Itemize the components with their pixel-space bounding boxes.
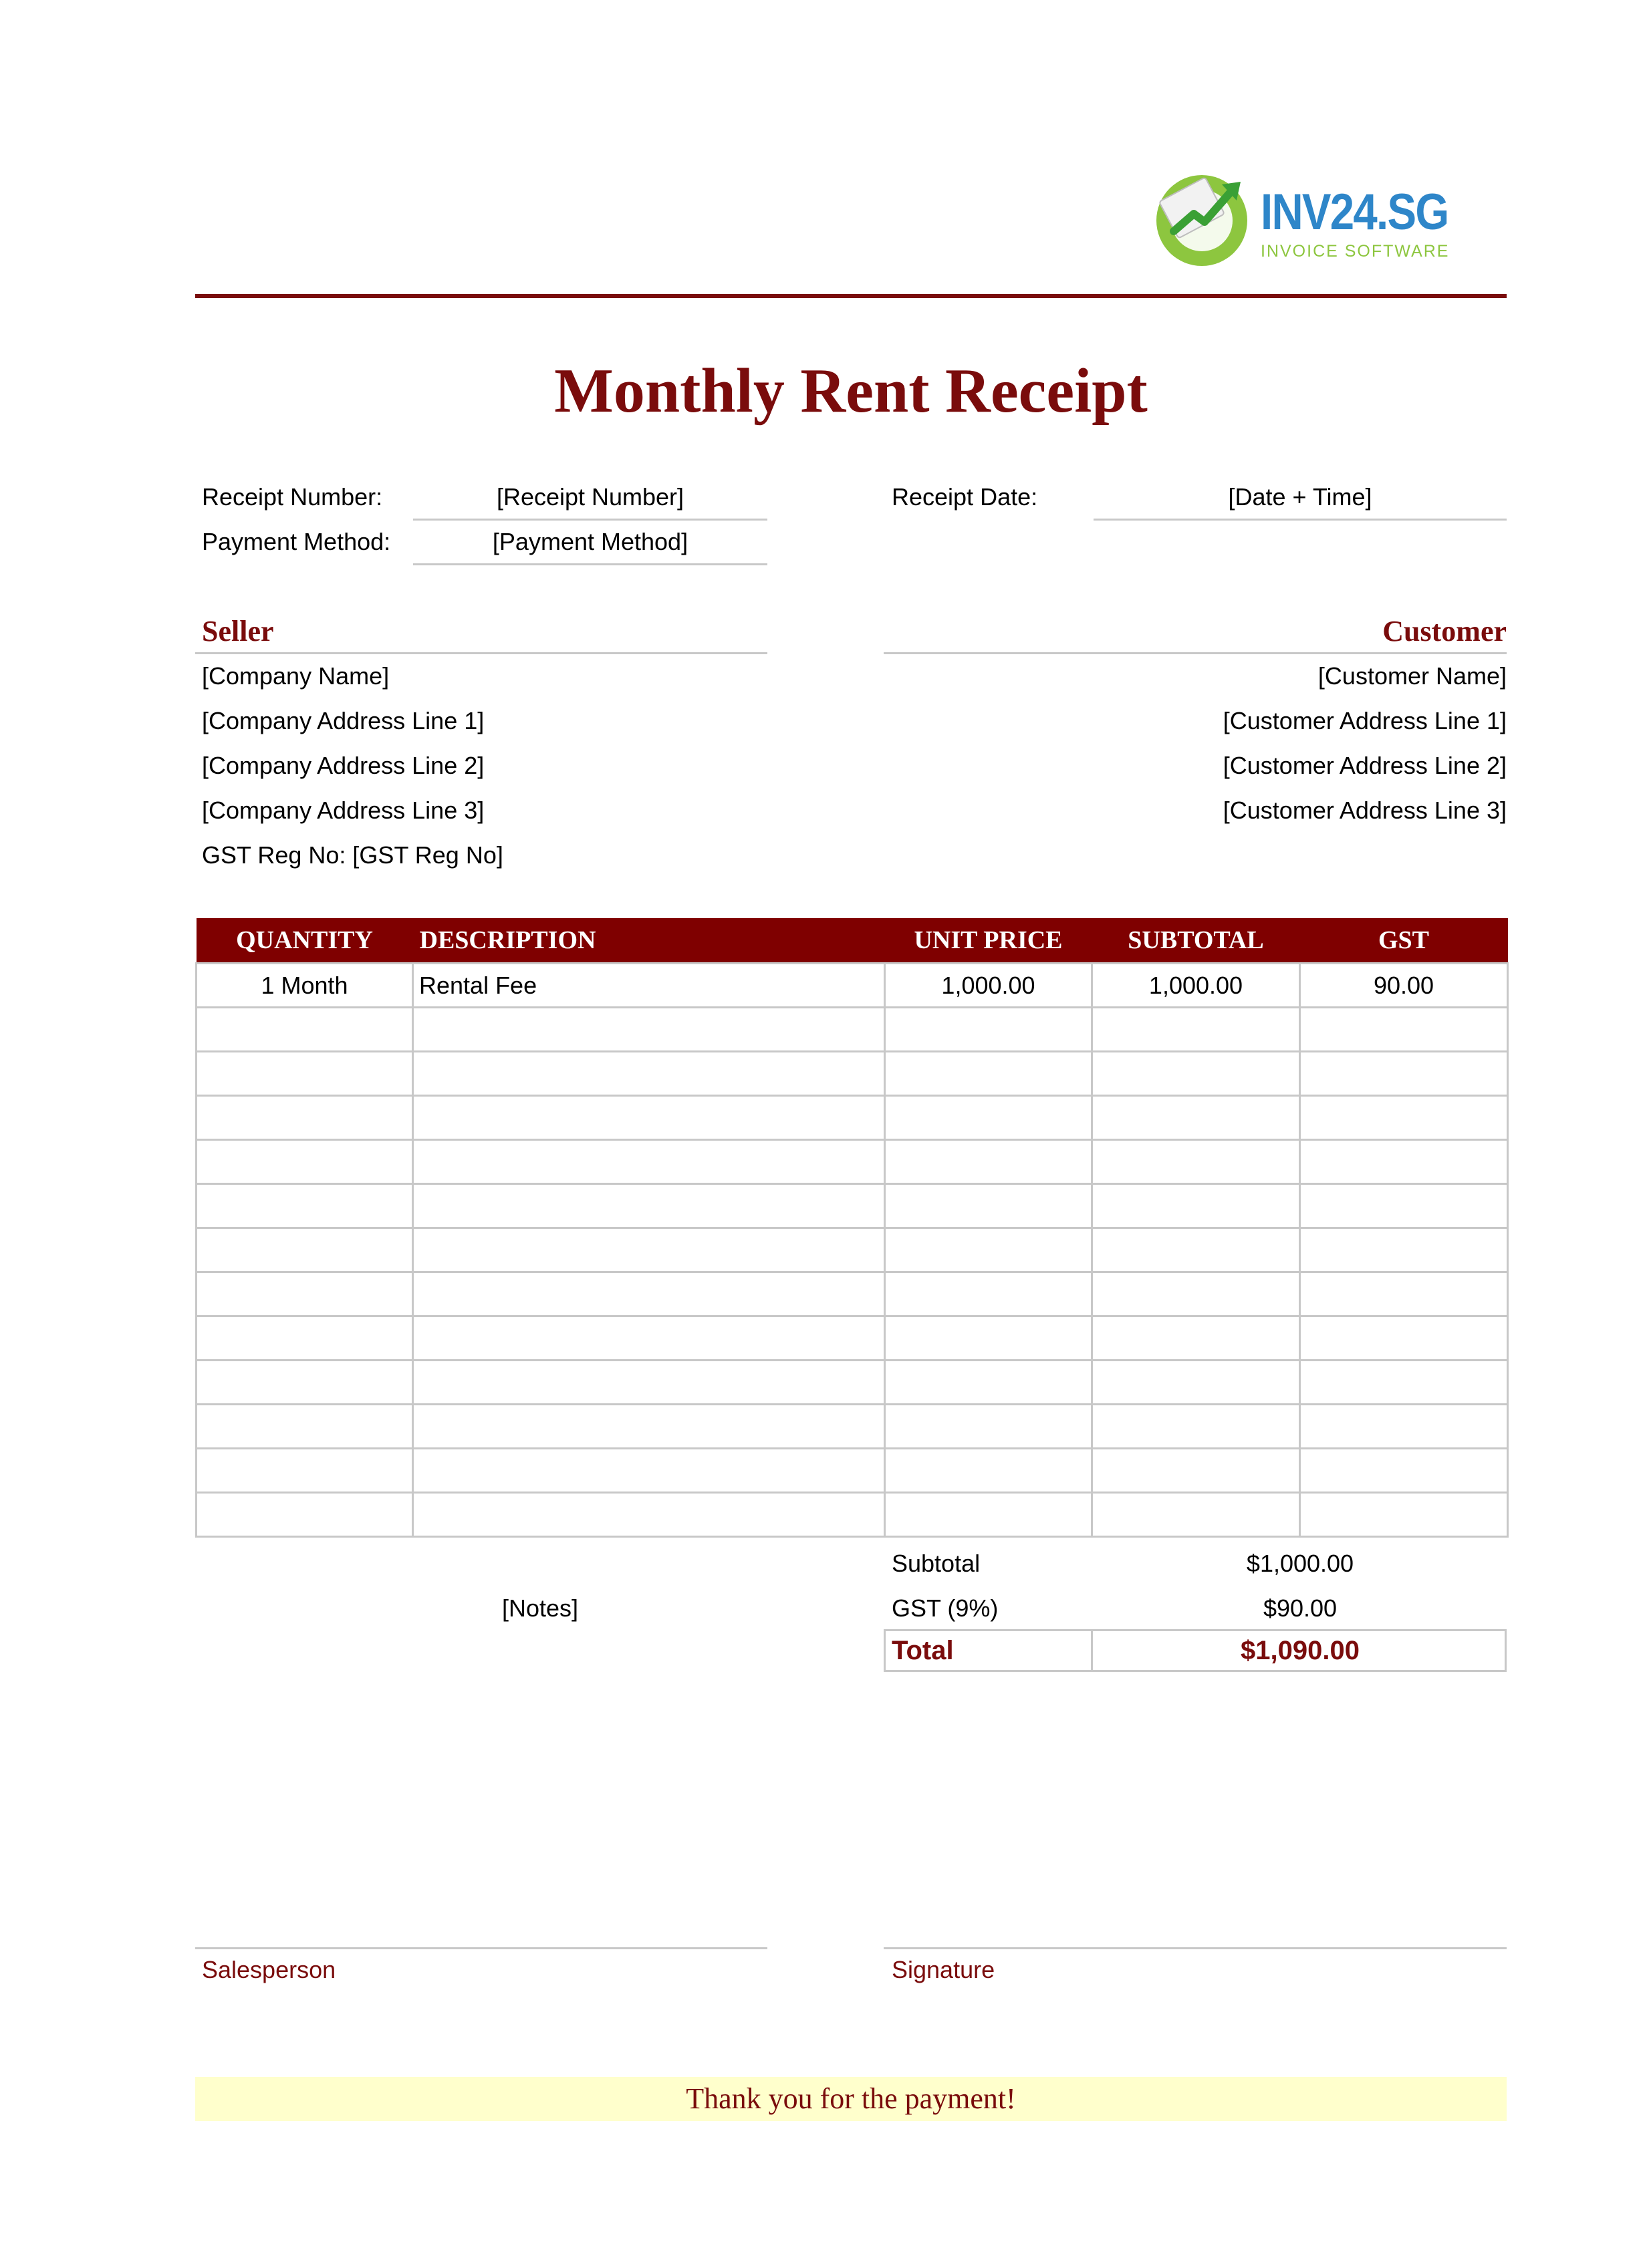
customer-heading: Customer	[1382, 615, 1507, 648]
seller-gst-reg: GST Reg No: [GST Reg No]	[202, 841, 503, 869]
table-row	[197, 1008, 1508, 1052]
logo-name: INV24.SG	[1261, 184, 1448, 241]
cell-description	[413, 1405, 885, 1449]
table-row	[197, 1096, 1508, 1140]
total-value: $1,090.00	[1241, 1636, 1360, 1665]
receipt-number-label: Receipt Number:	[202, 483, 383, 511]
cell-description	[413, 1140, 885, 1184]
table-row	[197, 1449, 1508, 1493]
cell-description	[413, 1493, 885, 1537]
cell-gst	[1300, 1228, 1508, 1272]
cell-unit-price	[885, 1405, 1092, 1449]
signature-label: Signature	[892, 1956, 995, 1983]
cell-subtotal	[1092, 1361, 1300, 1405]
cell-quantity	[197, 1405, 413, 1449]
cell-subtotal	[1092, 1008, 1300, 1052]
notes: [Notes]	[501, 1594, 579, 1622]
cell-description	[413, 1316, 885, 1361]
cell-quantity	[197, 1493, 413, 1537]
cell-unit-price	[885, 1316, 1092, 1361]
cell-description	[413, 1361, 885, 1405]
seller-divider	[195, 652, 767, 654]
signature-line	[884, 1947, 1507, 1949]
cell-subtotal	[1092, 1140, 1300, 1184]
gst-label: GST (9%)	[892, 1594, 999, 1622]
cell-unit-price	[885, 1361, 1092, 1405]
cell-gst	[1300, 1493, 1508, 1537]
cell-quantity	[197, 1228, 413, 1272]
logo-tagline: INVOICE SOFTWARE	[1261, 242, 1450, 261]
line-items-table	[195, 918, 1509, 1538]
table-row	[197, 1493, 1508, 1537]
total-box-divider	[1091, 1629, 1093, 1672]
col-header-subtotal: SUBTOTAL	[1092, 918, 1300, 964]
seller-address-line-2: [Company Address Line 2]	[202, 752, 485, 779]
cell-quantity: 1 Month	[197, 964, 413, 1008]
receipt-date-underline	[1094, 519, 1507, 521]
cell-subtotal	[1092, 1096, 1300, 1140]
customer-address-line-3: [Customer Address Line 3]	[1223, 797, 1507, 824]
seller-address-line-1: [Company Address Line 1]	[202, 707, 485, 734]
cell-unit-price: 1,000.00	[885, 964, 1092, 1008]
table-row	[197, 1272, 1508, 1316]
thank-you-banner: Thank you for the payment!	[195, 2077, 1507, 2121]
table-row	[197, 1316, 1508, 1361]
table-row	[197, 1405, 1508, 1449]
payment-method-value: [Payment Method]	[492, 528, 688, 555]
customer-address-line-2: [Customer Address Line 2]	[1223, 752, 1507, 779]
cell-gst	[1300, 1184, 1508, 1228]
payment-method-label: Payment Method:	[202, 528, 391, 555]
page-title: Monthly Rent Receipt	[554, 356, 1148, 426]
cell-subtotal	[1092, 1228, 1300, 1272]
cell-description	[413, 1096, 885, 1140]
seller-address-line-3: [Company Address Line 3]	[202, 797, 485, 824]
table-row	[197, 1228, 1508, 1272]
cell-subtotal	[1092, 1449, 1300, 1493]
receipt-date-value: [Date + Time]	[1228, 483, 1372, 511]
table-row	[197, 964, 1508, 1008]
cell-gst	[1300, 1140, 1508, 1184]
logo-mark-icon	[1147, 167, 1261, 274]
col-header-unit-price: UNIT PRICE	[885, 918, 1092, 964]
table-row	[197, 1184, 1508, 1228]
cell-quantity	[197, 1052, 413, 1096]
cell-quantity	[197, 1008, 413, 1052]
cell-unit-price	[885, 1449, 1092, 1493]
col-header-quantity: QUANTITY	[197, 918, 413, 964]
cell-subtotal	[1092, 1052, 1300, 1096]
cell-gst	[1300, 1096, 1508, 1140]
cell-quantity	[197, 1361, 413, 1405]
customer-address-line-1: [Customer Address Line 1]	[1223, 707, 1507, 734]
cell-description	[413, 1052, 885, 1096]
cell-subtotal	[1092, 1184, 1300, 1228]
receipt-number-value: [Receipt Number]	[496, 483, 684, 511]
salesperson-label: Salesperson	[202, 1956, 336, 1983]
table-row	[197, 1361, 1508, 1405]
cell-description	[413, 1449, 885, 1493]
receipt-number-underline	[413, 519, 767, 521]
cell-gst	[1300, 1272, 1508, 1316]
cell-gst	[1300, 1316, 1508, 1361]
cell-unit-price	[885, 1140, 1092, 1184]
cell-quantity	[197, 1449, 413, 1493]
cell-gst	[1300, 1008, 1508, 1052]
cell-unit-price	[885, 1008, 1092, 1052]
cell-description	[413, 1008, 885, 1052]
cell-quantity	[197, 1096, 413, 1140]
col-header-description: DESCRIPTION	[413, 918, 885, 964]
cell-unit-price	[885, 1096, 1092, 1140]
seller-company-name: [Company Name]	[202, 662, 390, 690]
subtotal-value: $1,000.00	[1246, 1550, 1354, 1577]
total-label: Total	[892, 1636, 954, 1665]
subtotal-label: Subtotal	[892, 1550, 981, 1577]
table-row	[197, 1140, 1508, 1184]
cell-subtotal	[1092, 1493, 1300, 1537]
cell-description	[413, 1228, 885, 1272]
cell-quantity	[197, 1184, 413, 1228]
cell-description	[413, 1272, 885, 1316]
cell-quantity	[197, 1140, 413, 1184]
cell-gst	[1300, 1052, 1508, 1096]
cell-gst	[1300, 1361, 1508, 1405]
cell-subtotal	[1092, 1316, 1300, 1361]
col-header-gst: GST	[1300, 918, 1508, 964]
cell-subtotal	[1092, 1405, 1300, 1449]
cell-quantity	[197, 1316, 413, 1361]
cell-subtotal: 1,000.00	[1092, 964, 1300, 1008]
cell-gst	[1300, 1449, 1508, 1493]
cell-subtotal	[1092, 1272, 1300, 1316]
cell-gst	[1300, 1405, 1508, 1449]
payment-method-underline	[413, 563, 767, 565]
customer-divider	[884, 652, 1507, 654]
receipt-date-label: Receipt Date:	[892, 483, 1038, 511]
table-row	[197, 1052, 1508, 1096]
cell-unit-price	[885, 1228, 1092, 1272]
table-header-row	[197, 918, 1508, 964]
header-divider	[195, 294, 1507, 298]
salesperson-line	[195, 1947, 767, 1949]
customer-name: [Customer Name]	[1317, 662, 1507, 690]
gst-value: $90.00	[1263, 1594, 1338, 1622]
cell-unit-price	[885, 1184, 1092, 1228]
cell-description: Rental Fee	[413, 964, 885, 1008]
cell-unit-price	[885, 1272, 1092, 1316]
cell-unit-price	[885, 1493, 1092, 1537]
seller-heading: Seller	[202, 615, 274, 648]
cell-quantity	[197, 1272, 413, 1316]
cell-unit-price	[885, 1052, 1092, 1096]
cell-description	[413, 1184, 885, 1228]
company-logo	[1147, 167, 1468, 274]
cell-gst: 90.00	[1300, 964, 1508, 1008]
